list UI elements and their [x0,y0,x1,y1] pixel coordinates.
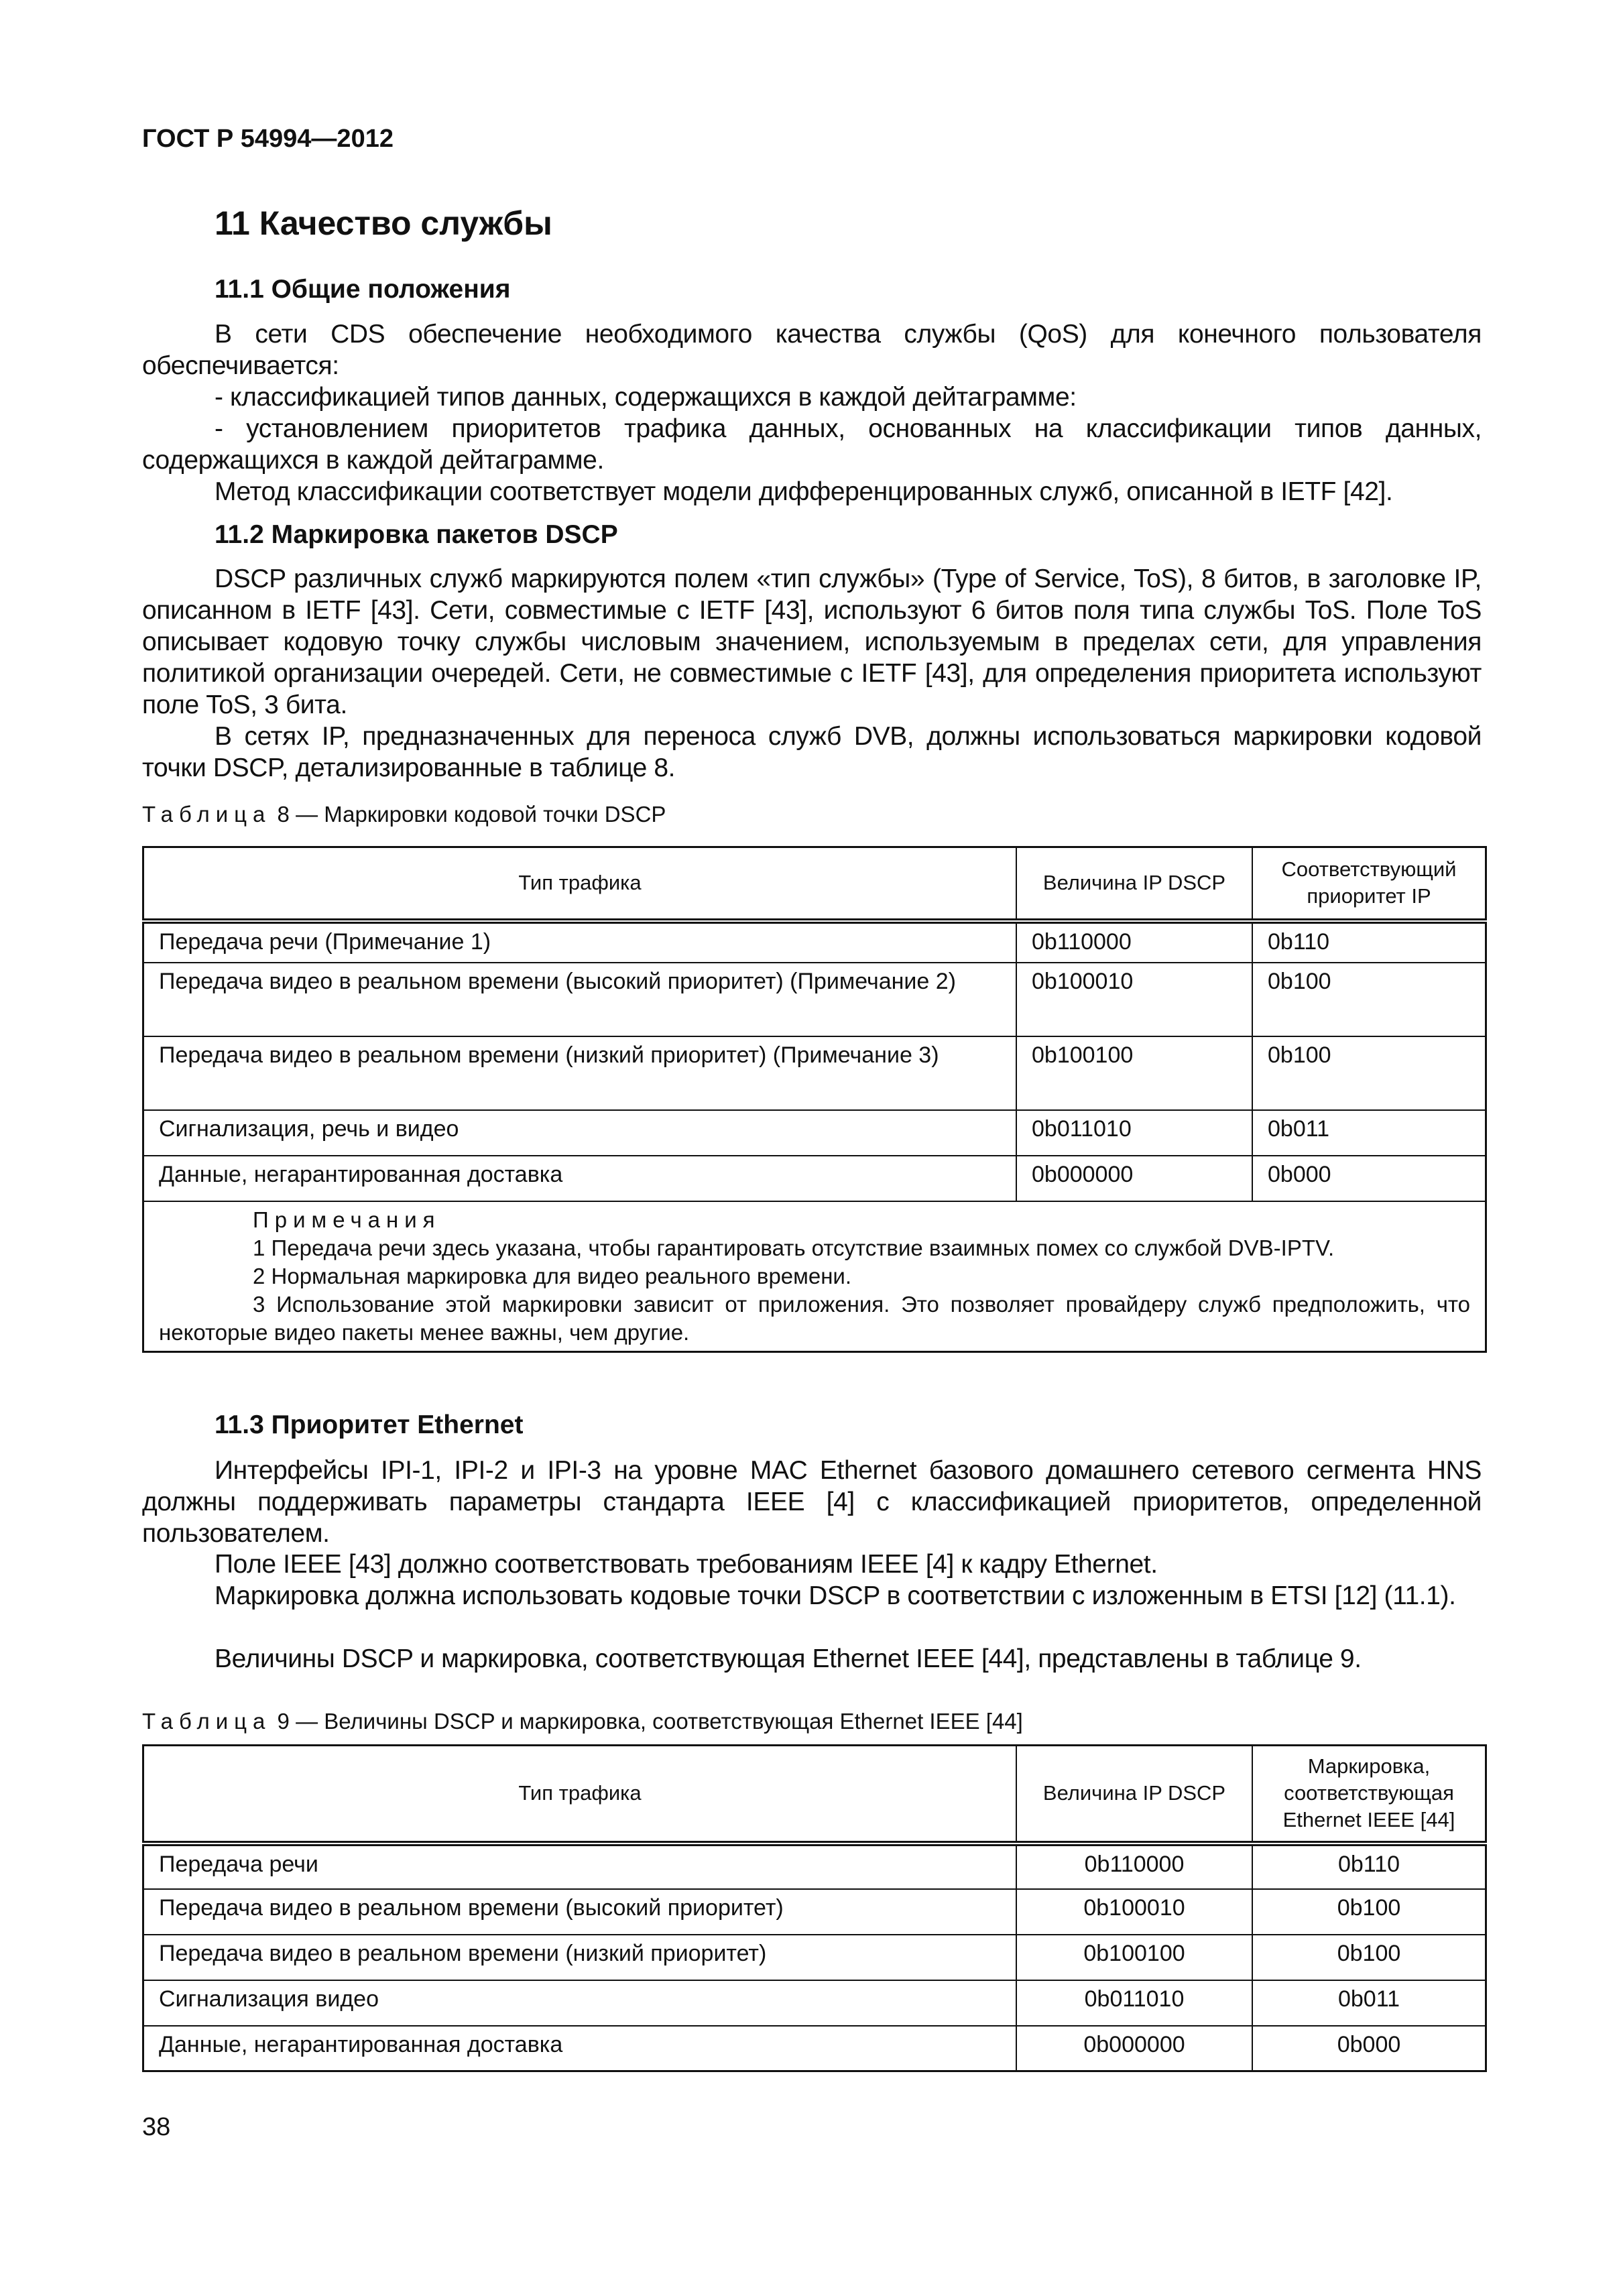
table-cell: 0b110000 [1016,921,1252,963]
table-cell: 0b100 [1252,1889,1486,1935]
table-cell: 0b011 [1252,1980,1486,2026]
table-cell: 0b011010 [1016,1980,1252,2026]
table-cell: 0b100100 [1016,1036,1252,1110]
paragraph: Маркировка должна использовать кодовые точки DSCP в соответствии с изложенным в ETSI [12] (11.1). [215,1581,1456,1610]
table-cell: 0b000 [1252,1156,1486,1201]
table-row [143,1036,1486,1110]
subsection-11-1-title: 11.1 Общие положения [215,275,511,304]
note-item: 3 Использование этой маркировки зависит от приложения. Это позволяет провайдеру служб предположить, что некоторые видео пакеты менее важны, чем другие. [159,1291,1470,1345]
table-cell: 0b100010 [1016,1889,1252,1935]
section-title: 11 Качество службы [215,204,552,242]
table-cell: 0b000000 [1016,1156,1252,1201]
caption-label: Таблица [142,1709,272,1734]
table-cell: Передача видео в реальном времени (высокий приоритет) (Примечание 2) [143,963,1017,1036]
paragraph: DSCP различных служб маркируются полем «тип службы» (Type of Service, ToS), 8 битов, в заголовке IP, описанном в IETF [43]. Сети, совместимые с IETF [43], используют 6 битов поля типа службы ToS. Поле ToS описывает кодовую точку службы числовым значением, используемым в пределах сети, для управления политикой организации очередей. Сети, не совместимые с IETF [43], для определения приоритета используют поле ToS, 3 бита. [142,564,1482,719]
table-notes-row [143,1201,1486,1352]
table-cell: Сигнализация, речь и видео [143,1110,1017,1156]
table-row [143,1110,1486,1156]
header-cell: Тип трафика [143,847,1017,921]
note-item: 2 Нормальная маркировка для видео реального времени. [253,1263,852,1288]
table-cell: 0b100010 [1016,963,1252,1036]
table-cell: 0b110 [1252,1844,1486,1889]
table-8-caption [142,802,666,827]
paragraph: Поле IEEE [43] должно соответствовать требованиям IEEE [4] к кадру Ethernet. [215,1550,1158,1579]
paragraph: Величины DSCP и маркировка, соответствующая Ethernet IEEE [44], представлены в таблице 9. [215,1644,1362,1673]
table-notes [143,1201,1486,1352]
table-9 [142,1744,1487,2072]
table-header-row [143,847,1486,921]
header-cell: Соответствующий приоритет IP [1252,847,1486,921]
table-cell: 0b000000 [1016,2026,1252,2071]
standard-designation: ГОСТ Р 54994—2012 [142,125,394,153]
header-cell: Тип трафика [143,1746,1017,1844]
table-cell: 0b110000 [1016,1844,1252,1889]
header-cell: Величина IP DSCP [1016,1746,1252,1844]
table-row [143,1980,1486,2026]
subsection-11-2-title: 11.2 Маркировка пакетов DSCP [215,520,618,549]
list-item: - установлением приоритетов трафика данных, основанных на классификации типов данных, содержащихся в каждой дейтаграмме. [142,414,1482,475]
table-row [143,1844,1486,1889]
table-cell: 0b000 [1252,2026,1486,2071]
paragraph: Интерфейсы IPI-1, IPI-2 и IPI-3 на уровне MAC Ethernet базового домашнего сетевого сегмента HNS должны поддерживать параметры стандарта IEEE [4] с классификацией приоритетов, определенной пользователем. [142,1456,1482,1548]
note-item: 1 Передача речи здесь указана, чтобы гарантировать отсутствие взаимных помех со службой DVB-IPTV. [253,1235,1335,1260]
table-cell: Передача видео в реальном времени (низкий приоритет) [143,1935,1017,1980]
table-cell: 0b100 [1252,963,1486,1036]
table-cell: Данные, негарантированная доставка [143,1156,1017,1201]
table-cell: Передача видео в реальном времени (низкий приоритет) (Примечание 3) [143,1036,1017,1110]
table-row [143,1889,1486,1935]
paragraph: Метод классификации соответствует модели дифференцированных служб, описанной в IETF [42]. [215,477,1393,506]
table-9-caption [142,1709,1023,1734]
table-8 [142,846,1487,1353]
table-cell: 0b100 [1252,1036,1486,1110]
table-cell: Передача речи [143,1844,1017,1889]
table-row [143,1156,1486,1201]
caption-label: Таблица [142,802,272,827]
table-cell: Передача видео в реальном времени (высокий приоритет) [143,1889,1017,1935]
table-cell: Данные, негарантированная доставка [143,2026,1017,2071]
caption-text: 9 — Величины DSCP и маркировка, соответствующая Ethernet IEEE [44] [271,1709,1023,1734]
table-row [143,2026,1486,2071]
page-number: 38 [142,2113,171,2141]
list-item: - классификацией типов данных, содержащихся в каждой дейтаграмме: [215,383,1077,412]
header-cell: Маркировка, соответствующая Ethernet IEEE [44] [1252,1746,1486,1844]
paragraph: В сети CDS обеспечение необходимого качества службы (QoS) для конечного пользователя обеспечивается: [142,320,1482,380]
table-cell: Передача речи (Примечание 1) [143,921,1017,963]
paragraph: В сетях IP, предназначенных для переноса служб DVB, должны использоваться маркировки кодовой точки DSCP, детализированные в таблице 8. [142,722,1482,782]
table-row [143,1935,1486,1980]
caption-text: 8 — Маркировки кодовой точки DSCP [271,802,666,827]
table-cell: 0b011 [1252,1110,1486,1156]
table-row [143,921,1486,963]
table-cell: 0b100 [1252,1935,1486,1980]
header-cell: Величина IP DSCP [1016,847,1252,921]
table-cell: 0b100100 [1016,1935,1252,1980]
table-cell: 0b011010 [1016,1110,1252,1156]
notes-title: Примечания [253,1207,441,1232]
table-header-row [143,1746,1486,1844]
subsection-11-3-title: 11.3 Приоритет Ethernet [215,1410,524,1439]
table-cell: Сигнализация видео [143,1980,1017,2026]
table-cell: 0b110 [1252,921,1486,963]
table-row [143,963,1486,1036]
